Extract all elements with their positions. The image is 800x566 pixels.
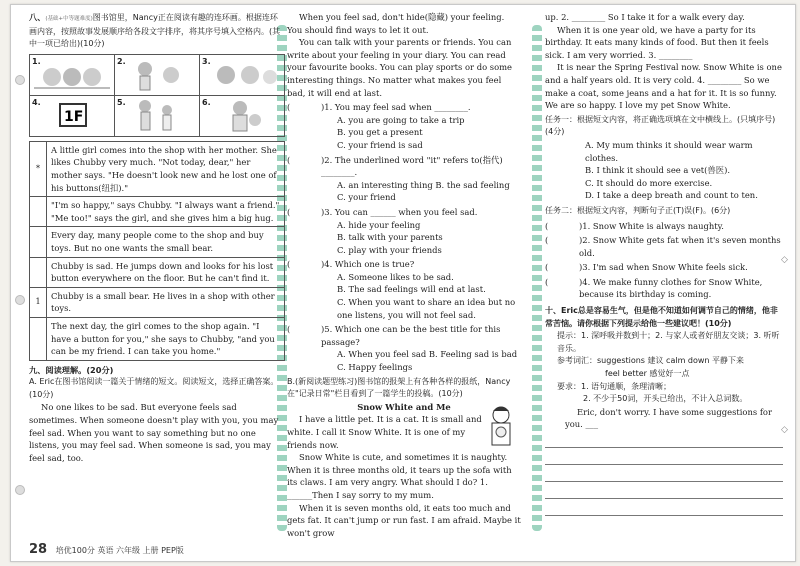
writing-line[interactable] (545, 501, 783, 516)
comic-row-1 (29, 54, 285, 96)
story-paragraph: up. 2. ________ So I take it for a walk every day. (545, 12, 745, 22)
question-stem: )5. Which one can be the best title for this passage? (321, 324, 501, 347)
option-c: C. play with your friends (337, 244, 442, 255)
story-paragraph: I have a little pet. It is a cat. It is small and white. I call it Snow White. It is one of my friends now. (287, 414, 482, 450)
story-block (287, 413, 521, 539)
story-text: Chubby is a small bear. He lives in a shop with other toys. (51, 290, 275, 314)
question-4 (287, 258, 521, 271)
task-1-instruction: 任务一：根据短文内容，将正确选项填在文中横线上。(只填序号)(4分) (545, 114, 776, 137)
girl-mother-illustration (115, 96, 197, 134)
question-stem: )1. You may feel sad when ________. (321, 102, 471, 113)
option-b: B. talk with your parents (337, 232, 443, 243)
comic-panel (200, 96, 284, 136)
page-number: 28 (29, 542, 48, 557)
answer-bracket[interactable]: ( (287, 102, 291, 113)
answer-bracket[interactable]: ( (545, 262, 549, 273)
column-middle (287, 11, 521, 547)
story-row (30, 288, 284, 318)
story-paragraph: When it is seven months old, it eats too much and gets fat. It can't jump or run fast. I am afraid. Maybe it won't grow (287, 502, 521, 538)
passage-paragraph: You can talk with your parents or friends. You can write about your feeling in your diary. You can read your favourite books. You can play sports or do some interesting things. No matter what makes you feel bad, it will end at last. (287, 37, 513, 98)
answer-bracket[interactable]: ( (287, 324, 291, 335)
binding-hole (15, 75, 25, 85)
section-9a-instruction: A. Eric在图书馆阅读一篇关于情绪的短文。阅读短文，选择正确答案。(10分) (29, 377, 279, 399)
story-text: A little girl comes into the shop with her mother. She likes Chubby very much. "Not today, dear," her mother says. "He doesn't look new and he lost one of his buttons(纽扣)." (51, 144, 277, 193)
instruction-text: 图书馆里，Nancy正在阅读有趣的连环画。根据连环画内容，按照故事发展顺序给各段文字排序，将其序号填入空格内。 (29, 13, 278, 36)
question-stem: )3. You can ______ when you feel sad. (321, 206, 478, 217)
tf-statement: )1. Snow White is always naughty. (579, 220, 724, 231)
edge-mark-icon: ◇ (781, 425, 788, 435)
task-2-instruction: 任务二：根据短文内容，判断句子正(T)误(F)。(6分) (545, 205, 731, 215)
comic-panel (115, 55, 200, 95)
panel-number: 2. (117, 56, 126, 66)
question-5 (287, 323, 521, 348)
writing-start: Eric, don't worry. I have some suggestions for you. ___ (565, 406, 772, 430)
option-ab: A. an interesting thing B. the sad feeling (337, 179, 510, 190)
passage-paragraph: When you feel sad, don't hide(隐藏) your feeling. You should find ways to let it out. (287, 12, 505, 35)
book-title: 培优100分 英语 六年级 上册 PEP版 (55, 546, 184, 555)
story-row (30, 258, 284, 288)
question-1 (287, 101, 521, 114)
tf-statement: )4. We make funny clothes for Snow White, because its birthday is coming. (579, 276, 763, 300)
story-row (30, 227, 284, 257)
worksheet-page (10, 4, 796, 562)
story-paragraph: When it is one year old, we have a party for its birthday. It eats many kinds of food. But then it feels sick. I am very worried. 3. ________ (545, 24, 769, 60)
order-box[interactable] (30, 318, 47, 360)
task-option: B. I think it should see a vet(兽医). (585, 165, 731, 176)
order-box[interactable]: 1 (30, 288, 47, 317)
tf-statement: )3. I'm sad when Snow White feels sick. (579, 262, 748, 273)
answer-bracket[interactable]: ( (545, 220, 549, 231)
difficulty-tag: (基础+中等题难度) (45, 16, 93, 22)
section-9-heading: 九、阅读理解。(20分) (29, 364, 114, 375)
option-c: C. When you want to share an idea but no one listens, you will not feel sad. (337, 297, 516, 320)
writing-line[interactable] (545, 450, 783, 465)
tf-item (545, 276, 783, 301)
story-text: Every day, many people come to the shop and buy toys. But no one wants the small bear. (51, 230, 264, 253)
task-option: C. It should do more exercise. (585, 177, 713, 188)
answer-bracket[interactable]: ( (545, 276, 549, 287)
story-text: Chubby is sad. He jumps down and looks for his lost button everywhere on the floor. But he can't find it. (51, 260, 274, 284)
option-b: B. The sad feelings will end at last. (337, 284, 486, 295)
bears-illustration (200, 55, 282, 93)
story-title: Snow White and Me (357, 401, 451, 412)
option-a: A. hide your feeling (337, 219, 421, 230)
story-order-table (29, 141, 285, 361)
option-c: C. Happy feelings (337, 362, 413, 373)
section-9b-instruction: B.(新阅读题型练习)图书馆的报架上有各种各样的报纸，Nancy在"记录日常"栏目看到了一篇学生的投稿。(10分) (287, 376, 511, 399)
edge-mark-icon: ◇ (781, 255, 788, 265)
panel-number: 6. (202, 97, 211, 107)
tf-item (545, 234, 783, 259)
section-number: 八、 (29, 12, 46, 22)
vocab-reference: 参考词汇：suggestions 建议 calm down 平静下来 (557, 356, 745, 366)
story-row (30, 318, 284, 360)
tf-statement: )2. Snow White gets fat when it's seven months old. (579, 235, 781, 258)
question-stem: )4. Which one is true? (321, 259, 415, 270)
question-stem: )2. The underlined word "it" refers to(指代) ________. (321, 154, 503, 178)
order-box[interactable]: * (30, 142, 47, 196)
option-c: C. your friend is sad (337, 139, 423, 150)
column-right (545, 11, 783, 547)
option-a: A. you are going to take a trip (337, 114, 465, 125)
comic-panel (30, 55, 115, 95)
boy-with-cat-illustration (483, 405, 519, 453)
tf-item (545, 220, 783, 233)
hint-text: 提示：1. 深呼吸并数到十；2. 与家人或者好朋友交谈；3. 听听音乐。 (557, 331, 780, 353)
section-10-heading: 十、Eric总是容易生气，但是他不知道如何调节自己的情绪，他非常苦恼。请你根据下列提示给他一些建议吧！(10分) (545, 306, 778, 328)
option-c: C. your friend (337, 192, 396, 203)
panel-number: 5. (117, 97, 126, 107)
requirements: 2. 不少于50词，开头已给出，不计入总词数。 (583, 394, 748, 404)
answer-bracket[interactable]: ( (287, 259, 291, 270)
panel-number: 4. (32, 97, 41, 107)
svg-text:1F: 1F (64, 108, 84, 125)
order-box[interactable] (30, 197, 47, 226)
story-row (30, 142, 284, 197)
story-paragraph: It is near the Spring Festival now. Snow White is one and a half years old. It is very cold. 4. ________ So we make a coat, some jeans and a hat for it. It is so funny. We are so happy. I love my pet Snow White. (545, 62, 782, 111)
vocab-reference: feel better 感觉好一点 (605, 369, 690, 379)
answer-bracket[interactable]: ( (287, 206, 291, 217)
page-footer (29, 542, 184, 557)
score-note: (其中一项已给出)(10分) (29, 26, 281, 49)
task-option: D. I take a deep breath and count to ten. (585, 190, 758, 201)
option-ab: A. When you feel sad B. Feeling sad is bad (337, 349, 518, 360)
hug-illustration (200, 96, 282, 134)
order-box[interactable] (30, 227, 47, 256)
panel-number: 1. (32, 56, 41, 66)
comic-row-2 (29, 96, 285, 137)
order-box[interactable] (30, 258, 47, 287)
requirements: 要求：1. 语句通顺，条理清晰； (557, 381, 672, 391)
writing-line[interactable] (545, 467, 783, 482)
story-text: The next day, the girl comes to the shop again. "I have a button for you," she says to Chubby, "and you can be my friend. I can take you home." (51, 320, 275, 357)
column-left (29, 11, 285, 547)
story-paragraph: Snow White is cute, and sometimes it is naughty. When it is three months old, it tears up the sofa with its claws. I am very angry. What should I do? 1. ______Then I say sorry to my mum. (287, 452, 512, 500)
story-row (30, 197, 284, 227)
panel-number: 3. (202, 56, 211, 66)
section-8-heading (29, 11, 285, 51)
column-divider (532, 25, 542, 531)
binding-hole (15, 295, 25, 305)
option-b: B. you get a present (337, 127, 423, 138)
tf-item (545, 261, 783, 274)
toy-shelf-illustration (30, 55, 112, 93)
writing-line[interactable] (545, 433, 783, 448)
question-2 (287, 154, 521, 179)
girl-bear-illustration (115, 55, 197, 93)
binding-hole (15, 485, 25, 495)
comic-panel (200, 55, 284, 95)
question-3 (287, 206, 521, 219)
answer-bracket[interactable]: ( (545, 235, 549, 246)
option-a: A. Someone likes to be sad. (337, 271, 454, 282)
writing-line[interactable] (545, 484, 783, 499)
comic-panel (115, 96, 200, 136)
answer-bracket[interactable]: ( (287, 154, 291, 165)
story-text: "I'm so happy," says Chubby. "I always want a friend." "Me too!" says the girl, and she gives him a big hug. (51, 200, 280, 223)
comic-panel (30, 96, 115, 136)
task-option: A. My mum thinks it should wear warm clothes. (585, 139, 753, 163)
passage-paragraph: No one likes to be sad. But everyone feels sad sometimes. When someone doesn't play with you, you may feel sad. When you want to say something but no one listens, you may feel sad. When someone is sad, you may feel sad, too. (29, 402, 279, 463)
shop-sign-illustration (30, 96, 112, 134)
